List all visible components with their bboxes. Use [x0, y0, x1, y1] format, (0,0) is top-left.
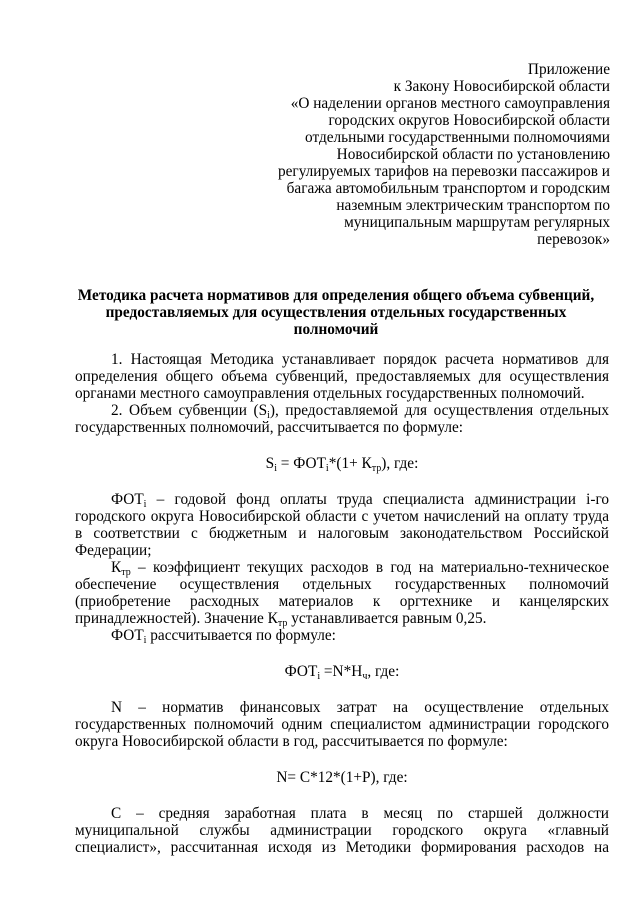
appendix-line: перевозок»: [537, 231, 610, 248]
paragraph-c-definition: С – средняя заработная плата в месяц по старшей должности муниципальной службы администрации городского округа «главный специалист», рассчитанная исходя из Методики формирования расходов на: [75, 805, 609, 856]
formula-part: =N*Н: [320, 663, 363, 680]
subscript: i: [325, 463, 329, 474]
appendix-line: муниципальным маршрутам регулярных: [344, 214, 610, 231]
paragraph-2-text: ), предоставляемой для осуществления отдельных государственных полномочий, рассчитывается по формуле:: [75, 402, 609, 436]
appendix-header: [230, 61, 610, 248]
subscript: i: [267, 410, 270, 421]
title-line: Методика расчета нормативов для определения общего объема субвенций,: [77, 287, 595, 304]
subscript: ч: [362, 671, 368, 682]
subscript: i: [317, 671, 321, 682]
subscript: тр: [277, 618, 288, 629]
appendix-line: Новосибирской области по установлению: [336, 146, 610, 163]
appendix-line: городских округов Новосибирской области: [328, 112, 610, 129]
paragraph-fot-definition: [75, 491, 609, 559]
definition-text: – годовой фонд оплаты труда специалиста администрации i-го городского округа Новосибирской области с учетом начислений на оплату труда в соответствии с бюджетным и налоговым законодательством Российской Федерации;: [75, 491, 609, 559]
appendix-line: отдельными государственными полномочиями: [305, 129, 610, 146]
appendix-line: Приложение: [527, 61, 610, 78]
paragraph-n-definition: N – норматив финансовых затрат на осуществление отдельных государственных полномочий одним специалистом администрации городского округа Новосибирской области в год, рассчитывается по формуле:: [75, 699, 609, 750]
paragraph-2-text: 2. Объем субвенции (S: [111, 402, 268, 419]
appendix-line: наземным электрическим транспортом по: [336, 197, 610, 214]
subscript: i: [143, 499, 147, 510]
document-title: [72, 287, 600, 338]
definition-text: рассчитывается по формуле:: [146, 627, 336, 644]
subscript: тр: [121, 567, 131, 578]
paragraph-1: 1. Настоящая Методика устанавливает порядок расчета нормативов для определения общего объема субвенций, предоставляемых для осуществления органами местного самоуправления отдельных государственных полномочий.: [75, 351, 609, 402]
title-line: предоставляемых для осуществления отдельных государственных: [105, 304, 567, 321]
formula-part: ФОТ: [284, 663, 318, 680]
appendix-line: к Закону Новосибирской области: [393, 78, 610, 95]
title-line: полномочий: [293, 321, 379, 338]
formula-part: ), где:: [381, 455, 419, 472]
definition-text: – коэффициент текущих расходов в год на материально-техническое обеспечение осуществления отдельных государственных полномочий (приобретение расходных материалов к оргтехнике и канцелярских принадлежностей). Значение К: [75, 559, 609, 627]
subscript: тр: [371, 463, 382, 474]
subscript: i: [274, 463, 277, 474]
paragraph-2: [75, 402, 609, 436]
formula-n: N= С*12*(1+Р), где:: [276, 769, 408, 786]
paragraph-ktr-definition: [75, 559, 609, 627]
formula-part: *(1+ К: [328, 455, 372, 472]
formula-part: , где:: [367, 663, 400, 680]
appendix-line: багажа автомобильным транспортом и городским: [286, 180, 610, 197]
term: ФОТ: [111, 627, 144, 644]
formula-part: = ФОТ: [276, 455, 326, 472]
appendix-line: регулируемых тарифов на перевозки пассажиров и: [277, 163, 610, 180]
formula-fot: [75, 663, 609, 680]
subscript: i: [143, 635, 147, 646]
paragraph-fot-formula-intro: [75, 627, 609, 644]
term: ФОТ: [111, 491, 144, 508]
formula-subvention: [75, 455, 609, 472]
definition-text: устанавливается равным 0,25.: [287, 610, 487, 627]
formula-part: S: [265, 455, 275, 472]
appendix-line: «О наделении органов местного самоуправления: [290, 95, 610, 112]
document-body: [75, 351, 609, 856]
term: К: [111, 559, 122, 576]
